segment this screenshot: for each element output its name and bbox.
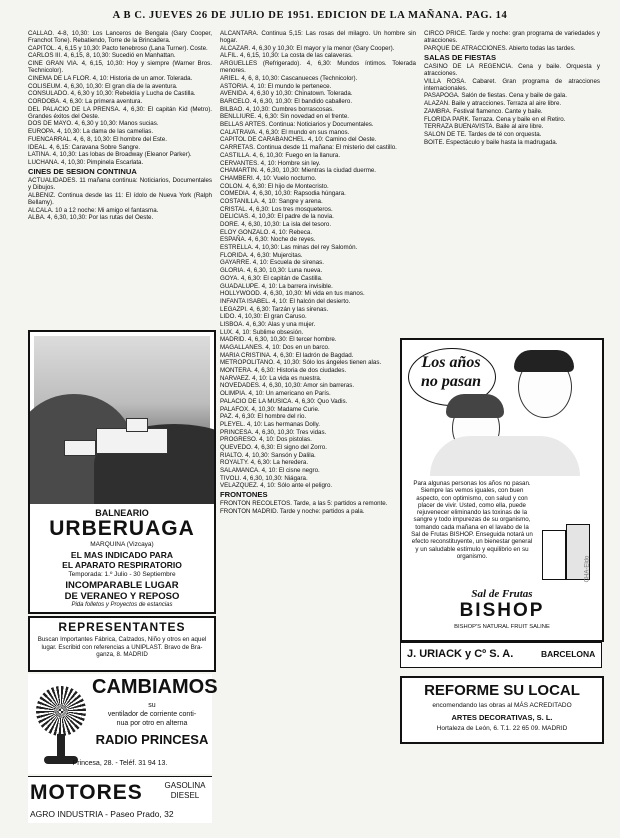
reforme-text-3: Hortaleza de León, 6. T.1. 22 65 09. MADRID: [436, 725, 568, 732]
listing-entry: CIRCO PRICE. Tarde y noche: gran programa de variedades y atracciones.: [424, 30, 600, 45]
bishop-company: J. URIACK y Cº S. A.: [407, 648, 514, 660]
bishop-ad: [400, 338, 604, 642]
motores-right1: GASOLINA: [164, 781, 206, 790]
listing-entry: DEL PALACIO DE LA PRENSA. 4, 6,30: El capitán Kid (Metro). Grandes éxitos del Oeste.: [28, 105, 212, 120]
listing-entry: FRONTON MADRID. Tarde y noche: partidos a pala.: [220, 508, 365, 516]
cambiamos-sub2: ventilador de corriente conti-: [107, 711, 197, 718]
listing-entry: ELOY GONZALO. 4, 10: Rebeca.: [220, 228, 313, 236]
listing-entry: VELAZQUEZ. 4, 10: Sólo ante el peligro.: [220, 482, 333, 490]
reforme-ad: [400, 676, 604, 744]
balneario-line2: EL APARATO RESPIRATORIO: [62, 560, 182, 570]
listing-entry: ALCAZAR. 4, 6,30 y 10,30: El mayor y la menor (Gary Cooper).: [220, 44, 395, 52]
header-text: A B C. JUEVES 26 DE JULIO DE 1951. EDICION DE LA MAÑANA. PAG. 14: [112, 10, 508, 21]
listing-entry: CALATRAVA. 4, 6,30: El mundo en sus manos.: [220, 128, 350, 136]
building-shape: [64, 440, 96, 456]
listing-entry: CRISTAL. 4, 6,30: Los tres mosqueteros.: [220, 205, 333, 213]
listing-entry: CINE GRAN VIA. 4, 6,15, 10,30: Hoy y siempre (Warner Bros. Technicolor).: [28, 60, 212, 75]
listing-entry: QUEVEDO. 4, 6,30: El signo del Zorro.: [220, 443, 327, 451]
listing-entry: ALCALA. 10 a 12 noche: Mi amigo el fantasma.: [28, 206, 159, 214]
listing-entry: IDEAL. 4, 6,15: Caravana Sobre Sangre.: [28, 143, 141, 151]
cambiamos-shop: RADIO PRINCESA: [95, 732, 209, 747]
cambiamos-sub3: nua por otro en alterna: [116, 720, 188, 727]
listing-entry: EUROPA. 4, 10,30: La dama de las camelias.: [28, 128, 154, 136]
listing-entry: PROGRESO. 4, 10: Dos pistolas.: [220, 436, 312, 444]
balneario-line4: DE VERANEO Y REPOSO: [64, 591, 180, 602]
listing-entry: BARCELO. 4, 6,30, 10,30: El bandido caballero.: [220, 98, 353, 105]
listing-entry: CERVANTES. 4, 10: Hombre sin ley.: [220, 159, 321, 167]
listing-entry: INFANTA ISABEL. 4, 10: El halcón del desierto.: [220, 297, 351, 305]
balneario-line3: INCOMPARABLE LUGAR: [65, 580, 179, 591]
listing-entry: CINEMA DE LA FLOR. 4, 10: Historia de un amor. Tolerada.: [28, 74, 193, 82]
listing-entry: PALAFOX. 4, 10,30: Madame Curie.: [220, 405, 320, 413]
bishop-brand-3: BISHOP'S NATURAL FRUIT SALINE: [454, 624, 550, 630]
page-header: [0, 0, 620, 28]
cambiamos-title: CAMBIAMOS: [92, 676, 218, 698]
listing-entry: ARIEL. 4, 6, 8, 10,30: Cascanueces (Technicolor).: [220, 74, 358, 82]
listing-entry: AVENIDA. 4, 6,30 y 10,30: Chinatown. Tolerada.: [220, 90, 353, 98]
listing-entry: ACTUALIDADES. 11 mañana continua: Noticiarios, Documentales y Dibujos.: [28, 177, 212, 192]
listing-entry: PARQUE DE ATRACCIONES. Abierto todas las tardes.: [424, 44, 576, 52]
listing-entry: COLON. 4, 6,30: El hijo de Montecristo.: [220, 182, 329, 190]
listings-column-3: [424, 30, 600, 326]
motores-ad: [28, 776, 212, 823]
bishop-brand-2: BISHOP: [459, 600, 545, 621]
listing-entry: ALBENIZ. Continua desde las 11: El ídolo de Nueva York (Ralph Bellamy).: [28, 191, 212, 206]
listing-entry: DORE. 4, 6,30, 10,30: La isla del tesoro.: [220, 221, 332, 228]
listing-entry: LIDO. 4, 10,30: El gran Caruso.: [220, 313, 307, 321]
listing-entry: CONSULADO. 4, 6,30 y 10,30: Rebeldía y Lucha de Castilla.: [28, 90, 196, 98]
listings-column-1: [28, 30, 212, 326]
listing-entry: DOS DE MAYO. 4, 6,30 y 10,30: Manos sucias.: [28, 120, 159, 128]
representantes-ad: [28, 616, 216, 672]
listing-entry: LATINA. 4, 10,30: Las lobas de Broadway (Eleanor Parker).: [28, 151, 192, 159]
listing-group: [28, 30, 212, 166]
reforme-text-1: encomendando las obras al MÁS ACREDITADO: [432, 702, 572, 709]
listing-entry: ALFIL. 4, 6,15, 10,30: La costa de las calaveras.: [220, 52, 353, 60]
listing-entry: GOYA. 4, 6,30: El capitán de Castilla.: [220, 274, 323, 282]
motores-title: MOTORES: [30, 781, 143, 804]
balneario-name: URBERUAGA: [49, 517, 195, 540]
bishop-headline-1: Los años: [421, 354, 481, 371]
balneario-ad: [28, 330, 216, 614]
listing-entry: FLORIDA PARK. Terraza. Cena y baile en el Retiro.: [424, 115, 566, 123]
balneario-footer: Pida folletos y Proyectos de estancias: [71, 602, 173, 608]
listing-entry: CAPITOL. 4, 6,15 y 10,30: Pacto tenebroso (Lana Turner). Coste.: [28, 44, 208, 52]
listing-entry: TIVOLI. 4, 6,30, 10,30: Niágara.: [220, 474, 308, 482]
listing-entry: RIALTO. 4, 10,30: Sansón y Dalila.: [220, 451, 316, 459]
section-title: CINES DE SESION CONTINUA: [28, 167, 137, 176]
listing-entry: PALACIO DE LA MUSICA. 4, 6,30: Quo Vadis.: [220, 397, 348, 405]
listing-group: [424, 30, 600, 52]
listing-entry: BENLLIURE. 4, 6,30: Sin novedad en el frente.: [220, 113, 349, 121]
listing-entry: ASTORIA. 4, 10: El mundo le pertenece.: [220, 82, 332, 90]
listing-entry: FUENCARRAL. 4, 6, 8, 10,30: El hombre del Este.: [28, 135, 167, 143]
listing-entry: BOITE. Espectáculo y baile hasta la madrugada.: [424, 138, 558, 146]
listing-entry: LUX. 4, 10: Sublime obsesión.: [220, 328, 304, 336]
listing-entry: PRINCESA. 4, 6,30, 10,30: Tres vidas.: [220, 428, 327, 436]
representantes-title: REPRESENTANTES: [58, 620, 186, 634]
bishop-brand-1: Sal de Frutas: [471, 588, 533, 600]
listing-entry: PAZ. 4, 6,30: El hombre del río.: [220, 413, 307, 421]
listing-entry: ESPAÑA. 4, 6,30: Noche de reyes.: [220, 236, 316, 244]
building-shape: [126, 418, 148, 432]
listing-entry: ZAMBRA. Festival flamenco. Cante y baile.: [424, 107, 543, 115]
listing-entry: MAGALLANES. 4, 10: Dos en un barco.: [220, 344, 330, 351]
bishop-side-code: CHA-Eldo: [584, 555, 591, 583]
listing-entry: GUADALUPE. 4, 10: La barrera invisible.: [220, 282, 333, 290]
listing-entry: METROPOLITANO. 4, 10,30: Sólo los ángeles tienen alas.: [220, 359, 382, 367]
listing-entry: FRONTON RECOLETOS. Tarde, a las 5: partidos a remonte.: [220, 500, 388, 508]
listing-entry: COMEDIA. 4, 6,30, 10,30: Rapsodia húngara.: [220, 190, 346, 198]
listing-entry: MONTERA. 4, 6,30: Historia de dos ciudades.: [220, 367, 347, 375]
listing-entry: CORDOBA. 4, 6,30: La primera aventura.: [28, 98, 143, 105]
listing-entry: CARRETAS. Continua desde 11 mañana: El misterio del castillo.: [220, 144, 397, 152]
listing-entry: CASINO DE LA REGENCIA. Cena y baile. Orquesta y atracciones.: [424, 62, 600, 77]
listing-entry: ROYALTY. 4, 6,30: La heredera.: [220, 459, 309, 467]
listing-entry: DELICIAS. 4, 10,30: El padre de la novia.: [220, 213, 334, 221]
listing-entry: FLORIDA. 4, 6,30: Mujercitas.: [220, 251, 303, 259]
motores-footer: AGRO INDUSTRIA - Paseo Prado, 32: [30, 809, 174, 819]
listing-entry: GLORIA. 4, 6,30, 10,30: Luna nueva.: [220, 267, 323, 275]
listing-entry: ESTRELLA. 4, 10,30: Las minas del rey Salomón.: [220, 244, 358, 252]
listing-entry: CASTILLA. 4, 6, 10,30: Fuego en la llanura.: [220, 151, 341, 159]
balneario-line1: EL MAS INDICADO PARA: [70, 550, 174, 560]
listing-entry: ALCANTARA. Continua 5,15: Las rosas del milagro. Un hombre sin hogar.: [220, 30, 416, 45]
listing-entry: ALBA. 4, 6,30, 10,30: Por las rutas del Oeste.: [28, 214, 154, 222]
fan-stand-shape: [57, 734, 65, 758]
listing-entry: SALAMANCA. 4, 10: El cisne negro.: [220, 467, 320, 474]
bishop-body: Para algunas personas los años no pasan. Siempre las vemos iguales, con buen aspecto, con optimismo, con salud y con placer de vivir. Usted, como ella, puede rejuvenecer eliminando las toxinas de la sangre y todo impurezas de su organismo, tomando cada mañana en el lavabo de la Sal de Frutas BISHOP. Enseguida notará un efecto reconstituyente, un bienestar general y un saludable estímulo y equilibrio en su organismo.: [411, 480, 533, 560]
listing-entry: TERRAZA BUENAVISTA. Baile al aire libre.: [424, 123, 544, 131]
listing-entry: CALLAO. 4-8, 10,30: Los Lanceros de Bengala (Gary Cooper, Franchot Tone). Rebatiendo, Torre de la Brincadera.: [28, 30, 212, 45]
glass-icon: [542, 530, 566, 580]
listing-entry: GAYARRE. 4, 10: Escuela de sirenas.: [220, 259, 324, 267]
listing-entry: LISBOA. 4, 6,30: Alas y una mujer.: [220, 320, 316, 328]
listing-entry: BELLAS ARTES. Continua: Noticiarios y Documentales.: [220, 121, 374, 129]
motores-right2: DIESEL: [170, 791, 200, 800]
listing-group: [220, 30, 416, 489]
listing-entry: MARIA CRISTINA. 4, 6,30: El ladrón de Bagdad.: [220, 351, 354, 359]
balneario-place: MARQUINA (Vizcaya): [90, 541, 154, 548]
listing-group: [220, 500, 416, 515]
listing-entry: OLIMPIA. 4, 10: Un americano en París.: [220, 390, 331, 398]
listing-entry: VILLA ROSA. Cabaret. Gran programa de atracciones internacionales.: [424, 77, 600, 92]
listing-entry: ARGUELLES (Refrigerado). 4, 6,30: Mundos íntimos. Tolerada menores.: [220, 60, 416, 75]
listing-entry: LUCHANA. 4, 10,30: Pimpinela Escarlata.: [28, 158, 144, 166]
bishop-city: BARCELONA: [541, 649, 596, 659]
listing-entry: CARLOS III. 4, 6,15, 8, 10,30: Sucedió en Manhattan.: [28, 52, 176, 60]
woman-hair-shape: [446, 394, 504, 418]
fan-icon: [36, 686, 86, 736]
balneario-season: Temporada: 1.º Julio - 30 Septiembre: [68, 571, 176, 578]
listing-entry: SALON DE TE. Tardes de té con orquesta.: [424, 130, 542, 138]
landscape-illustration: [34, 336, 210, 504]
listing-entry: ALAZAN. Baile y atracciones. Terraza al aire libre.: [424, 100, 562, 108]
listing-entry: BILBAO. 4, 10,30: Cumbres borrascosas.: [220, 105, 334, 113]
representantes-text: Buscan Importantes Fábrica, Calzados, Niño y otros en aquel lugar. Escribid con referencias a UNIPLAST. Bravo de Bra- ganza, 8. MADRID: [37, 636, 207, 659]
listing-group: [424, 63, 600, 146]
bishop-company-ad: [400, 642, 602, 668]
shoulders-shape: [430, 436, 580, 476]
listing-entry: CHAMBERI. 4, 10: Vuelo nocturno.: [220, 174, 317, 182]
listing-entry: HOLLYWOOD. 4, 6,30, 10,30: Mi vida en tus manos.: [220, 290, 365, 298]
listing-entry: NARVAEZ. 4, 10: La vida es nuestra.: [220, 374, 322, 382]
listing-entry: CAPITOL DE CARABANCHEL. 4, 10: Camino del Oeste.: [220, 136, 377, 144]
listing-entry: LEGAZPI. 4, 6,30: Tarzán y las sirenas.: [220, 305, 329, 313]
reforme-text-2: ARTES DECORATIVAS, S. L.: [451, 713, 553, 722]
reforme-title: REFORME SU LOCAL: [424, 682, 580, 699]
listing-entry: COLISEUM. 4, 6,30, 10,30: El gran día de la aventura.: [28, 82, 178, 90]
listing-entry: PASAPOGA. Salón de fiestas. Cena y baile de gala.: [424, 92, 567, 100]
cambiamos-address: Princesa, 28. - Teléf. 31 94 13.: [72, 760, 168, 767]
cambiamos-ad: [28, 674, 218, 774]
listing-group: [28, 177, 212, 221]
listing-entry: PLEYEL. 4, 10: Las hermanas Dolly.: [220, 420, 320, 428]
listing-entry: NOVEDADES. 4, 6,30, 10,30: Amor sin barreras.: [220, 382, 355, 390]
listing-entry: COSTANILLA. 4, 10: Sangre y arena.: [220, 197, 323, 205]
listings-column-2: [220, 30, 416, 800]
listing-entry: MADRID. 4, 6,30, 10,30: El tercer hombre.: [220, 336, 337, 344]
section-title: SALAS DE FIESTAS: [424, 52, 497, 62]
bishop-headline-2: no pasan: [420, 373, 482, 390]
balneario-title: BALNEARIO: [95, 508, 149, 518]
listing-entry: CHAMARTIN. 4, 6,30, 10,30: Mientras la ciudad duerme.: [220, 167, 377, 175]
cambiamos-sub1: su: [148, 702, 156, 709]
section-title: FRONTONES: [220, 490, 268, 500]
man-hair-shape: [514, 350, 574, 372]
